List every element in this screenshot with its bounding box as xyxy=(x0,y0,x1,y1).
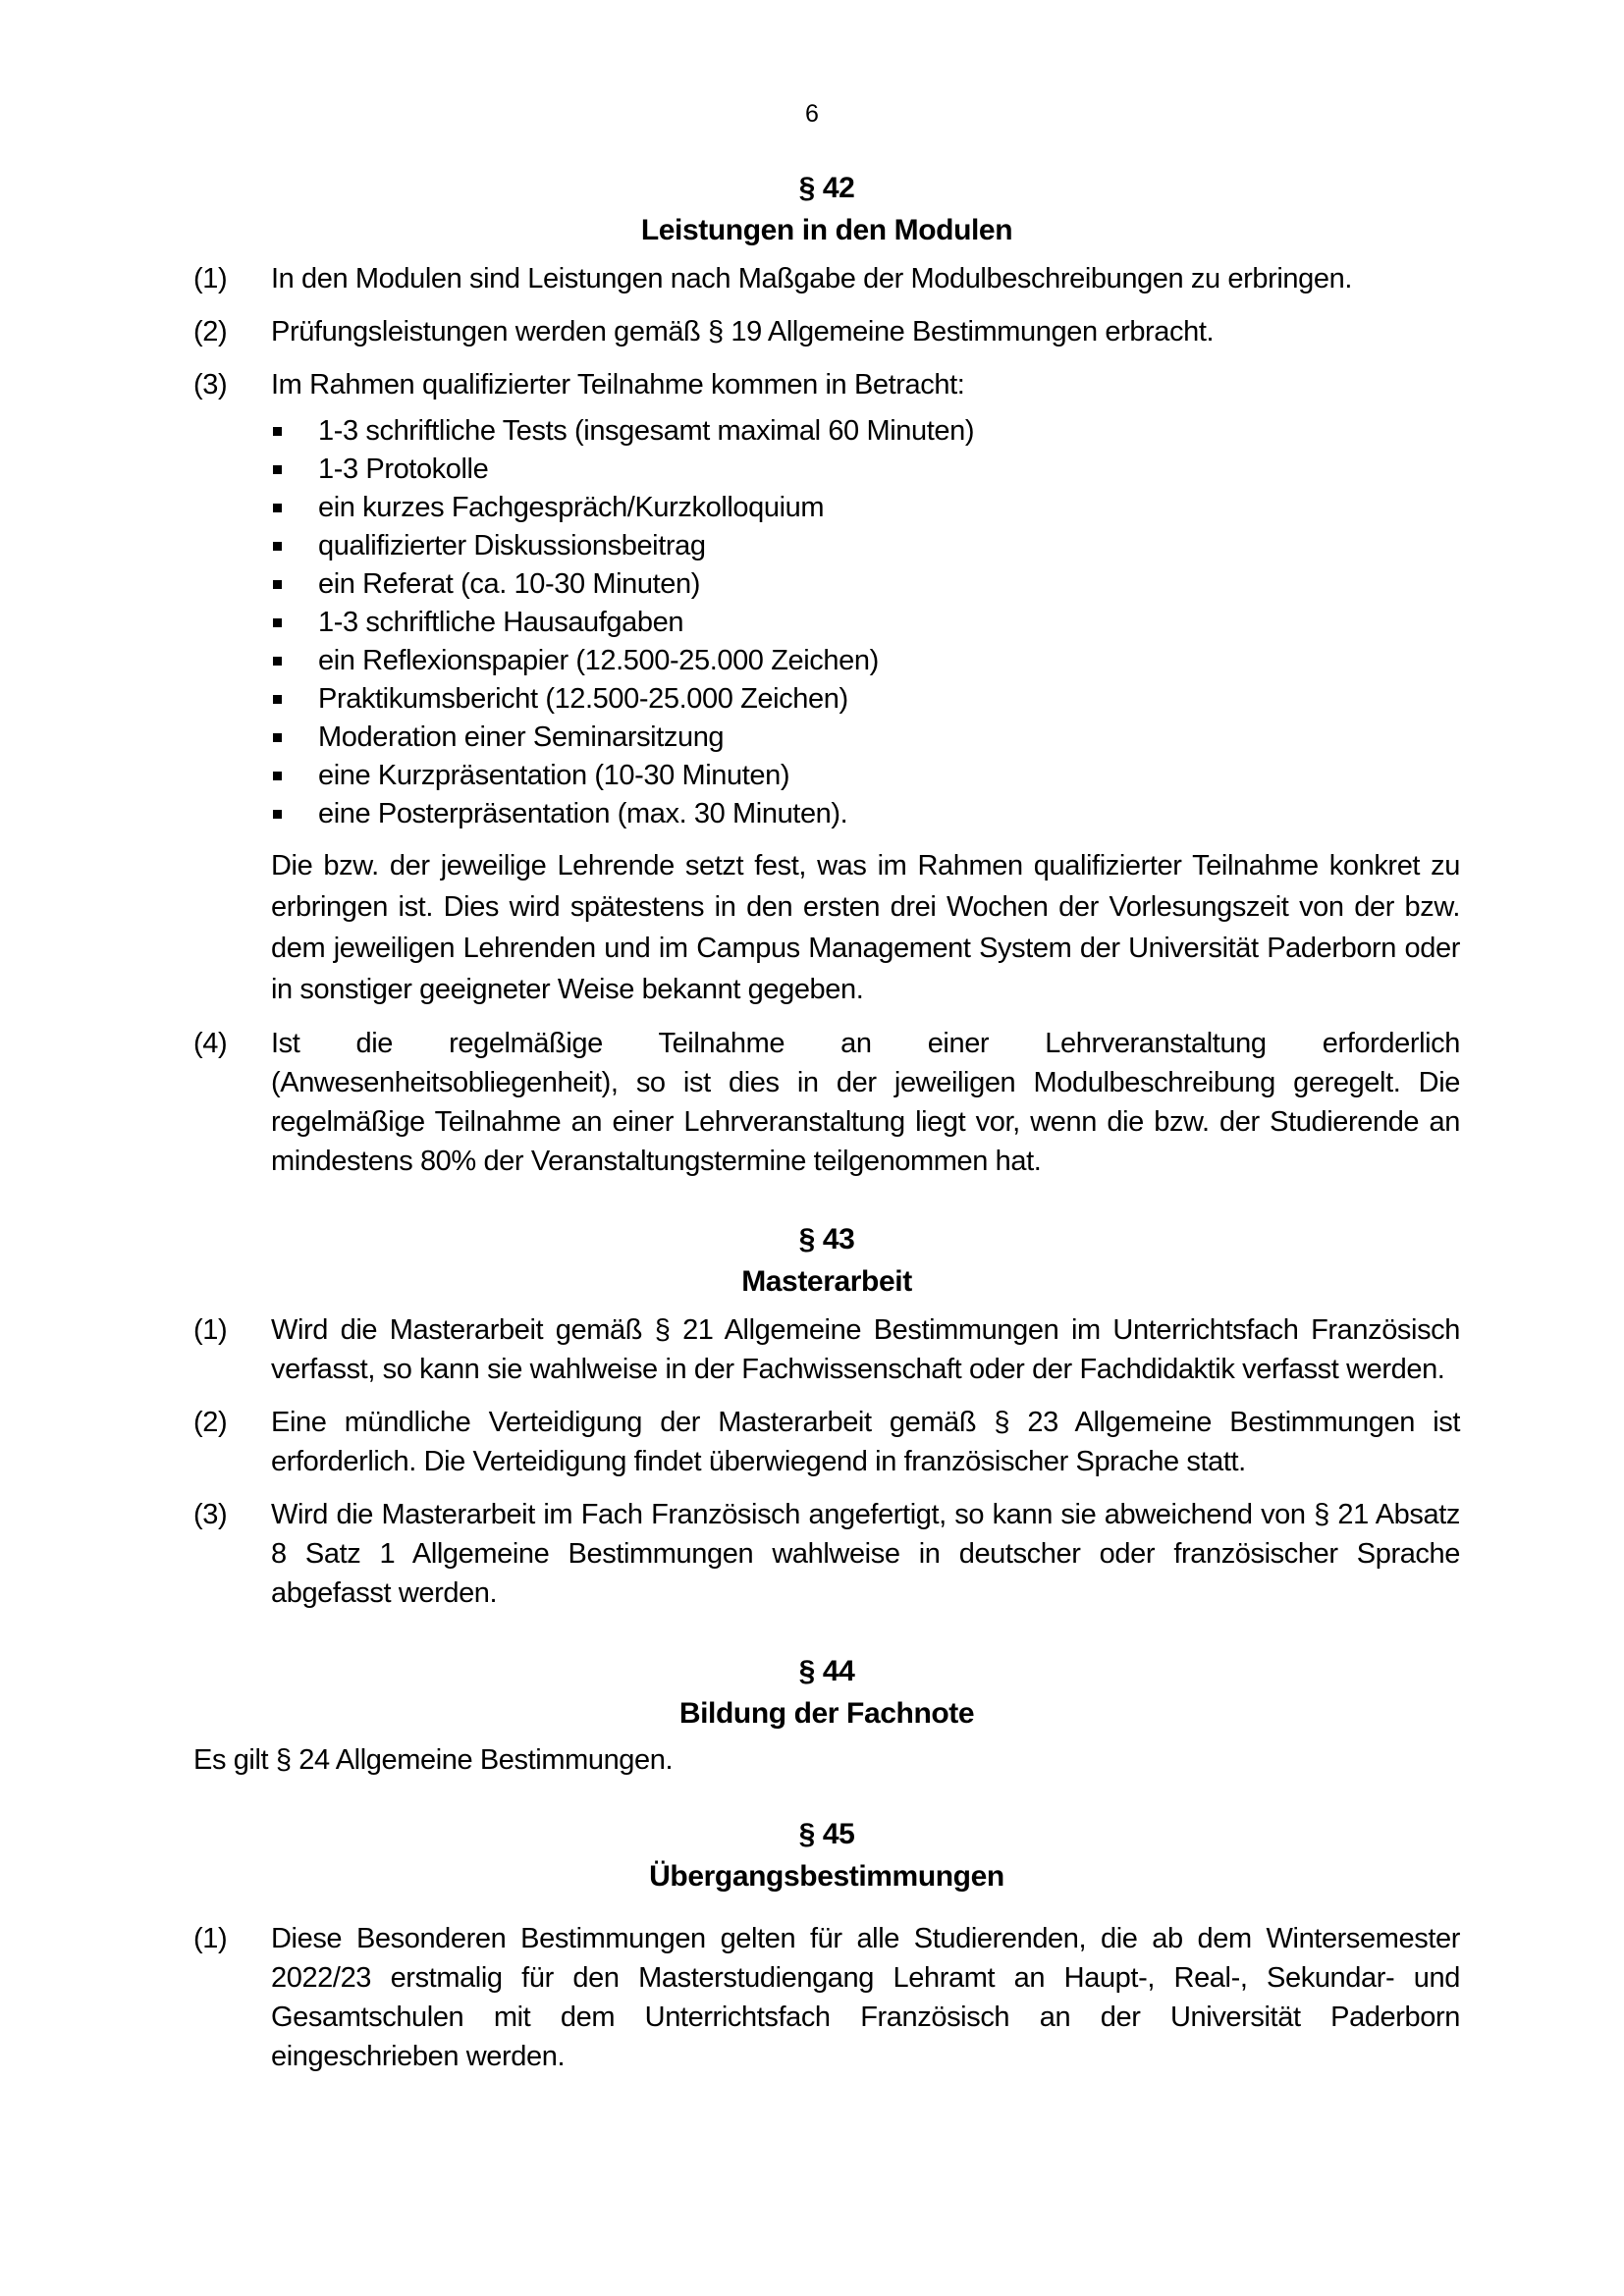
section-43 xyxy=(193,1218,1460,1613)
bullet-square-icon xyxy=(271,719,318,757)
list-item: ein Reflexionspapier (12.500-25.000 Zeichen) xyxy=(271,642,1460,680)
list-item: ein kurzes Fachgespräch/Kurzkolloquium xyxy=(271,489,1460,527)
paragraph-text: Prüfungsleistungen werden gemäß § 19 Allgemeine Bestimmungen erbracht. xyxy=(271,316,1215,347)
section-title: Bildung der Fachnote xyxy=(678,1697,975,1730)
paragraph xyxy=(193,1310,1460,1389)
paragraph-number: (4) xyxy=(193,1028,228,1059)
paragraph-continuation: Die bzw. der jeweilige Lehrende setzt fest, was im Rahmen qualifizierter Teilnahme konkret zu erbringen ist. Dies wird spätestens in den ersten drei Wochen der Vorlesungszeit von der bzw. dem jeweiligen Lehrenden und im Campus Management System der Universität Paderborn oder in sonstiger geeigneter Weise bekannt gegeben. xyxy=(271,850,1460,1005)
paragraph xyxy=(193,312,1460,351)
paragraph-text: Wird die Masterarbeit gemäß § 21 Allgemeine Bestimmungen im Unterrichtsfach Französisch verfasst, so kann sie wahlweise in der Fachwissenschaft oder der Fachdidaktik verfasst werden. xyxy=(271,1314,1460,1385)
bullet-square-icon xyxy=(271,489,318,527)
section-symbol: § 42 xyxy=(798,172,855,204)
list-item: Praktikumsbericht (12.500-25.000 Zeichen) xyxy=(271,680,1460,719)
paragraph-number: (1) xyxy=(193,1923,228,1954)
page-number: 6 xyxy=(805,100,819,128)
section-symbol: § 45 xyxy=(798,1818,855,1850)
paragraph-number: (3) xyxy=(193,369,228,400)
bullet-list xyxy=(271,412,1460,833)
document-body xyxy=(193,167,1460,2076)
list-item: 1-3 schriftliche Tests (insgesamt maximal 60 Minuten) xyxy=(271,412,1460,451)
paragraph-text: Wird die Masterarbeit im Fach Französisch angefertigt, so kann sie abweichend von § 21 Absatz 8 Satz 1 Allgemeine Bestimmungen wahlweise in deutscher oder französischer Sprache abgefasst werden. xyxy=(271,1499,1460,1609)
list-item: ein Referat (ca. 10-30 Minuten) xyxy=(271,565,1460,604)
paragraph xyxy=(193,1403,1460,1481)
bullet-square-icon xyxy=(271,527,318,565)
list-item: eine Kurzpräsentation (10-30 Minuten) xyxy=(271,757,1460,795)
bullet-square-icon xyxy=(271,412,318,451)
paragraph-text: Im Rahmen qualifizierter Teilnahme kommen in Betracht: xyxy=(271,369,965,400)
section-44 xyxy=(193,1650,1460,1780)
paragraph xyxy=(193,365,1460,1010)
section-title: Leistungen in den Modulen xyxy=(640,214,1013,246)
paragraph-text: Es gilt § 24 Allgemeine Bestimmungen. xyxy=(193,1744,674,1776)
paragraph-number: (3) xyxy=(193,1499,228,1530)
section-title: Übergangsbestimmungen xyxy=(649,1860,1004,1893)
paragraph-number: (2) xyxy=(193,1407,228,1438)
paragraph-text: Ist die regelmäßige Teilnahme an einer Lehrveranstaltung erforderlich (Anwesenheitsobliegenheit), so ist dies in der jeweiligen Modulbeschreibung geregelt. Die regelmäßige Teilnahme an einer Lehrveranstaltung liegt vor, wenn die bzw. der Studierende an mindestens 80% der Veranstaltungstermine teilgenommen hat. xyxy=(271,1028,1460,1177)
section-42 xyxy=(193,167,1460,1181)
list-item: 1-3 Protokolle xyxy=(271,451,1460,489)
bullet-square-icon xyxy=(271,680,318,719)
paragraph-number: (2) xyxy=(193,316,228,347)
paragraph xyxy=(193,1919,1460,2076)
section-45 xyxy=(193,1813,1460,2076)
paragraph-text: In den Modulen sind Leistungen nach Maßgabe der Modulbeschreibungen zu erbringen. xyxy=(271,263,1352,294)
list-item: qualifizierter Diskussionsbeitrag xyxy=(271,527,1460,565)
paragraph-number: (1) xyxy=(193,263,228,294)
bullet-square-icon xyxy=(271,451,318,489)
bullet-square-icon xyxy=(271,795,318,833)
list-item: eine Posterpräsentation (max. 30 Minuten). xyxy=(271,795,1460,833)
list-item: 1-3 schriftliche Hausaufgaben xyxy=(271,604,1460,642)
bullet-square-icon xyxy=(271,642,318,680)
section-symbol: § 44 xyxy=(798,1655,855,1687)
paragraph xyxy=(193,1495,1460,1613)
list-item: Moderation einer Seminarsitzung xyxy=(271,719,1460,757)
paragraph-text: Eine mündliche Verteidigung der Masterarbeit gemäß § 23 Allgemeine Bestimmungen ist erforderlich. Die Verteidigung findet überwiegend in französischer Sprache statt. xyxy=(271,1407,1460,1477)
bullet-square-icon xyxy=(271,565,318,604)
paragraph xyxy=(193,1024,1460,1181)
bullet-square-icon xyxy=(271,757,318,795)
paragraph-text: Diese Besonderen Bestimmungen gelten für alle Studierenden, die ab dem Wintersemester 2022/23 erstmalig für den Masterstudiengang Lehramt an Haupt-, Real-, Sekundar- und Gesamtschulen mit dem Unterrichtsfach Französisch an der Universität Paderborn eingeschrieben werden. xyxy=(271,1923,1460,2072)
paragraph-number: (1) xyxy=(193,1314,228,1346)
bullet-square-icon xyxy=(271,604,318,642)
section-symbol: § 43 xyxy=(798,1223,855,1255)
section-title: Masterarbeit xyxy=(741,1265,912,1298)
paragraph xyxy=(193,259,1460,298)
